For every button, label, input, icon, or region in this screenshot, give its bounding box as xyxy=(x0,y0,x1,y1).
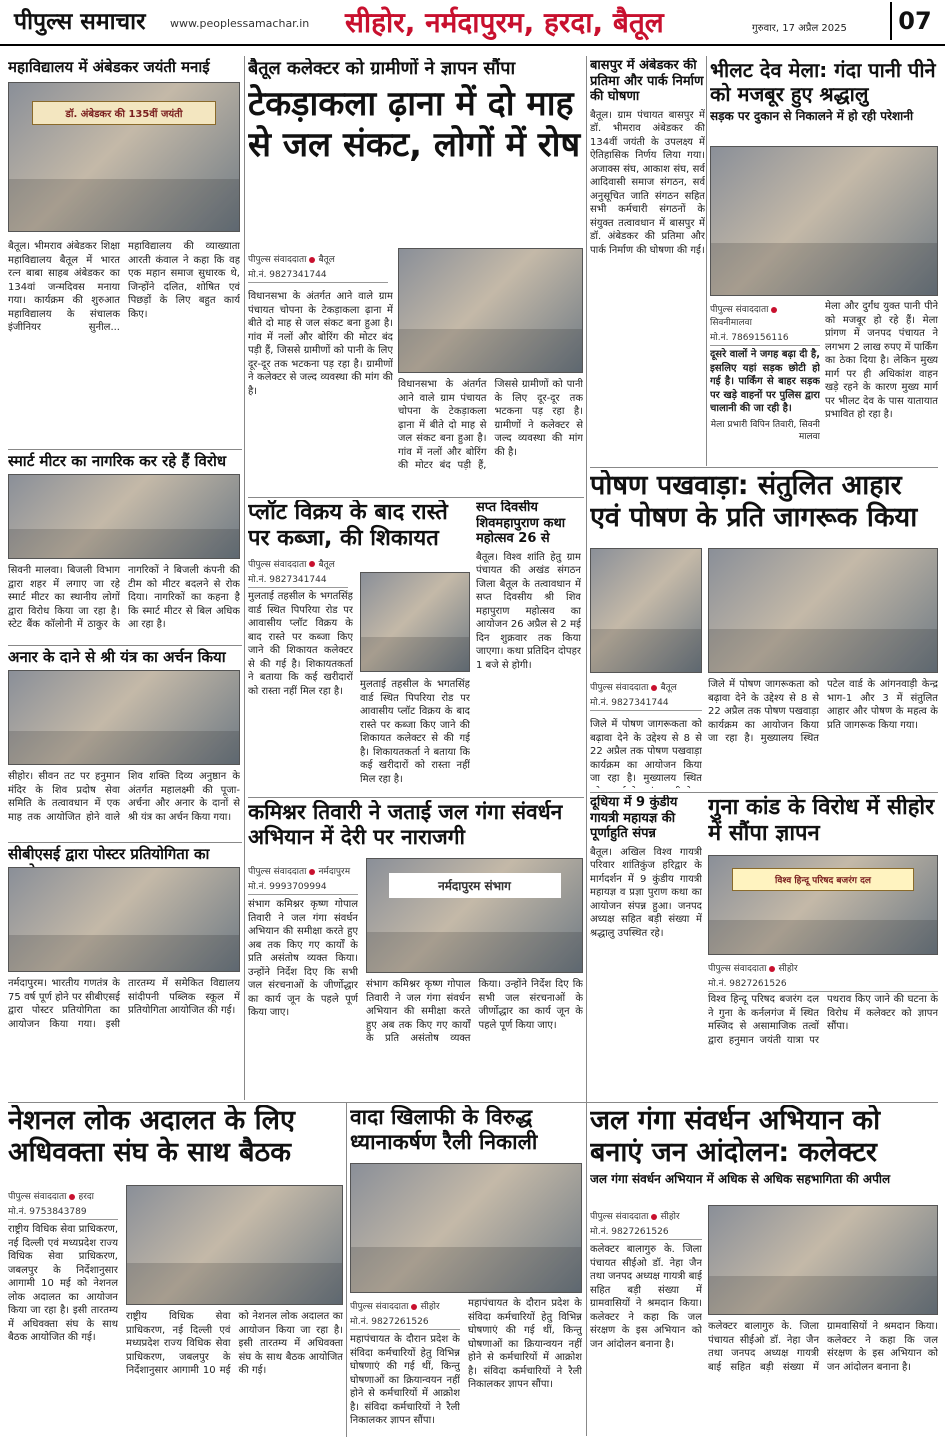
article-body: नर्मदापुरम। भारतीय गणतंत्र के 75 वर्ष पूर्ण होने पर सीबीएसई द्वारा पोस्टर प्रतियोगिता का आयोजन किया गया। इसी तारतम्य में समेकित विद्यालय सांदीपनी पब्लिक स्कूल में प्रतियोगिता आयोजित की गई। xyxy=(8,978,240,1030)
byline-box xyxy=(248,860,358,898)
article-body: राष्ट्रीय विधिक सेवा प्राधिकरण, नई दिल्ली एवं मध्यप्रदेश राज्य विधिक सेवा प्राधिकरण, जबलपुर के निर्देशानुसार आगामी 10 मई को नेशनल लोक अदालत का आयोजन किया जा रहा है। इसी तारतम्य में अधिवक्ता संघ के साथ बैठक आयोजित की गई। xyxy=(8,1224,118,1343)
article-smart-meter xyxy=(8,452,240,642)
row-rule xyxy=(590,467,938,468)
headline: अनार के दाने से श्री यंत्र का अर्चन किया xyxy=(8,648,226,666)
headline: महाविद्यालय में अंबेडकर जयंती मनाई xyxy=(8,58,210,76)
article-baspur-statue xyxy=(590,58,705,463)
headline: गुना कांड के विरोध में सीहोर में सौंपा ज्ञापन xyxy=(708,795,935,847)
article-body-cont: संभाग कमिश्नर कृष्ण गोपाल तिवारी ने जल गंगा संवर्धन अभियान की समीक्षा करते हुए अब तक किए गए कार्यों के प्रति असंतोष व्यक्त किया। उन्होंने निर्देश दिए कि सभी जल संरचनाओं के जीर्णोद्धार का कार्य जून के पहले पूर्ण किया जाए। xyxy=(366,979,583,1044)
article-jal-ganga-collector xyxy=(590,1105,938,1437)
mobile: मो.नं. 9993709994 xyxy=(248,879,358,895)
byline: पीपुल्स संवाददाता xyxy=(248,255,307,265)
byline: पीपुल्स संवाददाता xyxy=(8,1192,67,1202)
shramdaan-photo xyxy=(708,1205,938,1315)
article-body: कलेक्टर बालागुरु के. जिला पंचायत सीईओ डॉ. नेहा जैन तथा जनपद अध्यक्ष गायत्री बाई सहित बड़ी संख्या में ग्रामवासियों ने श्रमदान किया। कलेक्टर ने कहा कि जल संरक्षण के इस अभियान को जन आंदोलन बनाना है। xyxy=(590,1244,702,1350)
mobile: मो.नं. 9827341744 xyxy=(590,695,702,711)
article-body: बैतूल। अखिल विश्व गायत्री परिवार शांतिकुंज हरिद्वार के मार्गदर्शन में 9 कुंडीय गायत्री महायज्ञ व प्रज्ञा पुराण कथा का आयोजन संपन्न हुआ। जनपद अध्यक्ष सहित बड़ी संख्या में श्रद्धालु उपस्थित रहे। xyxy=(590,846,702,939)
article-bhilat-dev-mela xyxy=(710,58,938,463)
bullet-icon xyxy=(69,1194,75,1200)
byline: पीपुल्स संवाददाता xyxy=(248,559,307,570)
deck: जल गंगा संवर्धन अभियान में अधिक से अधिक सहभागिता की अपील xyxy=(590,1171,891,1186)
place: सीहोर xyxy=(420,1302,440,1312)
article-body: मेला और दुर्गंध युक्त पानी पीने को मजबूर हो रहे हैं। मेला प्रांगण में जनपद पंचायत ने लगभग 2 लाख रुपए में पार्किंग का ठेका दिया है। लेकिन मुख्य मार्ग पर ही अधिकांश वाहन खड़े रहने के कारण मुख्य मार्ग पर भीलट देव के पास यातायात प्रभावित हो रहा है। xyxy=(825,301,938,420)
article-body: सिवनी मालवा। बिजली विभाग द्वारा शहर में लगाए जा रहे स्मार्ट मीटर का स्थानीय लोगों द्वारा विरोध किया जा रहा है। स्टेट बैंक कॉलोनी में ठाकुर के नागरिकों ने बिजली कंपनी की टीम को मीटर बदलने से रोक दिया। नागरिकों का कहना है कि स्मार्ट मीटर से बिल अधिक आ रहा है। xyxy=(8,565,240,630)
article-body: जिले में पोषण जागरूकता को बढ़ावा देने के उद्देश्य से 8 से 22 अप्रैल तक पोषण पखवाड़ा कार्यक्रम का आयोजन किया जा रहा है। मुख्यालय स्थित xyxy=(590,719,702,784)
newspaper-brand: पीपुल्स समाचार xyxy=(14,9,146,35)
headline: बासपुर में अंबेडकर की प्रतिमा और पार्क निर्माण की घोषणा xyxy=(590,58,704,105)
row-rule xyxy=(8,842,242,843)
article-cbse-poster xyxy=(8,845,240,1100)
article-ambedkar-college xyxy=(8,58,240,448)
byline-box xyxy=(710,298,820,349)
mobile: मो.नं. 9753843789 xyxy=(8,1204,118,1220)
byline: पीपुल्स संवाददाता xyxy=(590,1212,649,1222)
column-rule xyxy=(346,1103,347,1437)
byline-box xyxy=(708,957,938,995)
place: सीहोर xyxy=(660,1212,680,1222)
headline: कमिश्नर तिवारी ने जताई जल गंगा संवर्धन अभियान में देरी पर नाराजगी xyxy=(248,800,563,850)
headline: जल गंगा संवर्धन अभियान को बनाएं जन आंदोलन: कलेक्टर xyxy=(590,1105,881,1169)
article-body-cont: महापंचायत के दौरान प्रदेश के संविदा कर्मचारियों हेतु विभिन्न घोषणाएं की गई थीं, किन्तु घोषणाओं का क्रियान्वयन नहीं होने से कर्मचारियों में आक्रोश है। संविदा कर्मचारियों ने रैली निकालकर ज्ञापन सौंपा। xyxy=(468,1298,582,1390)
mobile: मो.नं. 9827261526 xyxy=(590,1224,702,1240)
headline: नेशनल लोक अदालत के लिए अधिवक्ता संघ के साथ बैठक xyxy=(8,1105,295,1169)
article-body: विधानसभा के अंतर्गत आने वाले ग्राम पंचायत चोपना के टेकड़ाकला ढ़ाना में बीते दो माह से जल संकट बना हुआ है। गांव में नलों और बोरिंग की मोटर बंद पड़ी हैं, जिससे ग्रामीणों को पानी के लिए दूर-दूर तक भटकना पड़ रहा है। ग्रामीणों ने कलेक्टर से जल्द व्यवस्था की मांग की है। xyxy=(248,291,393,397)
place: हरदा xyxy=(78,1192,95,1202)
bullet-icon xyxy=(309,869,315,875)
bullet-icon xyxy=(309,257,315,263)
article-guna-kand-memorandum xyxy=(708,795,938,1095)
article-tekdakala-water xyxy=(248,58,583,498)
row-rule xyxy=(590,792,938,793)
column-rule xyxy=(244,56,245,1100)
kicker: बैतूल कलेक्टर को ग्रामीणों ने ज्ञापन सौंपा xyxy=(248,58,516,79)
headline: पोषण पखवाड़ा: संतुलित आहार एवं पोषण के प्रति जागरूक किया xyxy=(590,470,918,534)
quote: दूसरे वालों ने जगह बढ़ा दी है, इसलिए यहां सड़क छोटी हो गई है। पार्किंग से बाहर सड़क पर खड़े वाहनों पर पुलिस द्वारा चालानी की जा रही है। xyxy=(710,349,820,414)
mobile: मो.नं. 9827341744 xyxy=(248,267,388,283)
column-rule xyxy=(586,56,587,1436)
row-rule xyxy=(8,645,242,646)
bullet-icon xyxy=(769,966,775,972)
place: बैतूल xyxy=(660,683,677,693)
quote-attribution: मेला प्रभारी विपिन तिवारी, सिवनी मालवा xyxy=(710,419,820,442)
byline-box xyxy=(8,1185,118,1223)
headline: दूधिया में 9 कुंडीय गायत्री महायज्ञ की पूर्णाहुति संपन्न xyxy=(590,795,678,842)
bullet-icon xyxy=(651,1214,657,1220)
byline-box xyxy=(590,1205,702,1243)
headline: टेकड़ाकला ढ़ाना में दो माह से जल संकट, लोगों में रोष xyxy=(248,83,581,166)
row-rule xyxy=(248,497,584,498)
place: बैतूल xyxy=(318,255,335,265)
article-body: बैतूल। भीमराव अंबेडकर शिक्षा महाविद्यालय बैतूल में भारत रत्न बाबा साहब अंबेडकर का 134वां जन्मदिवस मनाया गया। कार्यक्रम की शुरुआत महाविद्यालय के संचालक इंजीनियर सुनील... महाविद्यालय की व्याख्याता आरती कंवाल ने कहा कि वह एक महान समाज सुधारक थे, जिन्होंने दलित, शोषित एवं पिछड़ों के लिए बहुत कार्य किए। xyxy=(8,241,240,333)
mobile: मो.नं. 9827341744 xyxy=(248,572,348,588)
place: बैतूल xyxy=(318,559,335,570)
photo-banner: विश्व हिन्दू परिषद बजरंग दल xyxy=(732,868,914,891)
complainants-photo xyxy=(360,572,470,672)
article-rally xyxy=(350,1105,582,1437)
bullet-icon xyxy=(411,1304,417,1310)
villagers-photo xyxy=(398,248,583,373)
article-shiv-mahapuran xyxy=(476,500,581,795)
article-body: संभाग कमिश्नर कृष्ण गोपाल तिवारी ने जल गंगा संवर्धन अभियान की समीक्षा करते हुए अब तक किए गए कार्यों के प्रति असंतोष व्यक्त किया। उन्होंने निर्देश दिए कि सभी जल संरचनाओं के जीर्णोद्धार का कार्य जून के पहले पूर्ण किया जाए। xyxy=(248,899,358,1018)
masthead xyxy=(0,0,945,46)
quote-box xyxy=(710,348,820,460)
headline: सीबीएसई द्वारा पोस्टर प्रतियोगिता का xyxy=(8,845,210,863)
mela-photo xyxy=(710,146,938,296)
article-plot-encroachment xyxy=(248,500,470,795)
article-body: बैतूल। विश्व शांति हेतु ग्राम पंचायत की अखंड संगठन जिला बैतूल के तत्वावधान में सप्त दिवसीय श्री शिव महापुराण महोत्सव का आयोजन 26 अप्रैल से 2 मई दिन शुक्रवार तक किया जाएगा। कथा प्रतिदिन दोपहर 1 बजे से होगी। xyxy=(476,551,581,671)
article-gayatri-mahayagya xyxy=(590,795,702,1095)
headline: प्लॉट विक्रय के बाद रास्ते पर कब्जा, की शिकायत xyxy=(248,500,448,552)
bullet-icon xyxy=(651,685,657,691)
photo-banner: नर्मदापुरम संभाग xyxy=(389,873,561,898)
article-body: बैतूल। ग्राम पंचायत बासपुर में डॉ. भीमराव अंबेडकर की 134वीं जयंती के उपलक्ष्य में ऐतिहासिक निर्णय लिया गया। अजाक्स संघ, आकाश संघ, सर्व आदिवासी समाज संगठन, सर्व अनुसूचित जाति संगठन सहित सभी कर्मचारी संगठनों के संयुक्त तत्वावधान में बासपुर में डॉ. अंबेडकर की प्रतिमा और पार्क निर्माण की घोषणा की गई। xyxy=(590,109,705,256)
byline-box xyxy=(590,676,702,714)
page-number: 07 xyxy=(890,2,938,40)
rally-photo xyxy=(350,1163,582,1293)
byline: पीपुल्स संवाददाता xyxy=(710,305,769,315)
meter-photo xyxy=(8,474,240,559)
students-photo xyxy=(8,867,240,972)
byline: पीपुल्स संवाददाता xyxy=(350,1302,409,1312)
photo-banner: डॉ. अंबेडकर की 135वीं जयंती xyxy=(32,101,216,125)
place: सिवनीमालवा xyxy=(710,318,752,328)
article-shri-yantra xyxy=(8,648,240,838)
poshan-banner-photo xyxy=(590,548,702,673)
headline: सप्त दिवसीय शिवमहापुराण कथा महोत्सव 26 से xyxy=(476,500,566,547)
mobile: मो.नं. 9827261526 xyxy=(350,1314,460,1330)
byline: पीपुल्स संवाददाता xyxy=(590,683,649,693)
worship-photo xyxy=(8,670,240,765)
article-body: मुलताई तहसील के भगतसिंह वार्ड स्थित पिपरिया रोड पर आवासीय प्लॉट विक्रय के बाद रास्ते पर कब्जा किए जाने की शिकायत कलेक्टर से की गई है। शिकायतकर्ता ने बताया कि कई खरीदारों को रास्ता नहीं मिल रहा है। xyxy=(248,591,353,697)
row-rule xyxy=(8,1102,938,1103)
bullet-icon xyxy=(771,307,777,313)
row-rule xyxy=(248,797,584,798)
event-photo xyxy=(8,82,240,232)
place: सीहोर xyxy=(778,964,798,974)
byline: पीपुल्स संवाददाता xyxy=(248,867,307,877)
byline-box xyxy=(248,248,388,286)
headline: भीलट देव मेला: गंदा पानी पीने को मजबूर हुए श्रद्धालु xyxy=(710,58,936,106)
article-lok-adalat xyxy=(8,1105,343,1437)
article-body-cont: विधानसभा के अंतर्गत आने वाले ग्राम पंचायत चोपना के टेकड़ाकला ढ़ाना में बीते दो माह से जल संकट बना हुआ है। गांव में नलों और बोरिंग की मोटर बंद पड़ी हैं, जिससे ग्रामीणों को पानी के लिए दूर-दूर तक भटकना पड़ रहा है। ग्रामीणों ने कलेक्टर से जल्द व्यवस्था की मांग की है। xyxy=(398,379,583,471)
article-body-cont: जिले में पोषण जागरूकता को बढ़ावा देने के उद्देश्य से 8 से 22 अप्रैल तक पोषण पखवाड़ा कार्यक्रम का आयोजन किया जा रहा है। मुख्यालय स्थित पटेल वार्ड के आंगनवाड़ी केन्द्र भाग-1 और 3 में संतुलित आहार और पोषण के महत्व के प्रति जागरूक किया गया। xyxy=(708,679,938,744)
anganwadi-photo xyxy=(708,548,938,673)
headline: स्मार्ट मीटर का नागरिक कर रहे हैं विरोध xyxy=(8,452,227,470)
protest-photo xyxy=(708,855,938,955)
meeting-photo xyxy=(126,1185,343,1305)
byline: पीपुल्स संवाददाता xyxy=(708,964,767,974)
article-body-cont: मुलताई तहसील के भगतसिंह वार्ड स्थित पिपरिया रोड पर आवासीय प्लॉट विक्रय के बाद रास्ते पर कब्जा किए जाने की शिकायत कलेक्टर से की गई है। शिकायतकर्ता ने बताया कि कई खरीदारों को रास्ता नहीं मिल रहा है। xyxy=(360,679,470,785)
mobile: मो.नं. 7869156116 xyxy=(710,330,820,346)
article-body-cont: कलेक्टर बालागुरु के. जिला पंचायत सीईओ डॉ. नेहा जैन तथा जनपद अध्यक्ष गायत्री बाई सहित बड़ी संख्या में ग्रामवासियों ने श्रमदान किया। कलेक्टर ने कहा कि जल संरक्षण के इस अभियान को जन आंदोलन बनाना है। xyxy=(708,1321,938,1373)
article-body: सीहोर। सीवन तट पर हनुमान मंदिर के शिव प्रदोष सेवा समिति के तत्वावधान में एक माह तक आयोजित होने वाले शिव शक्ति दिव्य अनुष्ठान के अंतर्गत महालक्ष्मी की पूजा-अर्चना और अनार के दानों से श्री यंत्र का अर्चन किया गया। xyxy=(8,771,240,823)
bullet-icon xyxy=(309,561,315,567)
byline-box xyxy=(350,1295,460,1333)
article-body: महापंचायत के दौरान प्रदेश के संविदा कर्मचारियों हेतु विभिन्न घोषणाएं की गई थीं, किन्तु घोषणाओं का क्रियान्वयन नहीं होने से कर्मचारियों में आक्रोश है। संविदा कर्मचारियों ने रैली निकालकर ज्ञापन सौंपा। xyxy=(350,1334,460,1426)
article-body: विश्व हिन्दू परिषद बजरंग दल ने गुना के कर्नलगंज में स्थित मस्जिद से असामाजिक तत्वों द्वारा हनुमान जयंती यात्रा पर पथराव किए जाने की घटना के विरोध में कलेक्टर को ज्ञापन सौंपा। xyxy=(708,994,938,1046)
article-body-cont: राष्ट्रीय विधिक सेवा प्राधिकरण, नई दिल्ली एवं मध्यप्रदेश राज्य विधिक सेवा प्राधिकरण, जबलपुर के निर्देशानुसार आगामी 10 मई को नेशनल लोक अदालत का आयोजन किया जा रहा है। इसी तारतम्य में अधिवक्ता संघ के साथ बैठक आयोजित की गई। xyxy=(126,1311,343,1376)
page-date: गुरुवार, 17 अप्रैल 2025 xyxy=(752,23,847,34)
column-rule xyxy=(706,56,707,466)
region-title: सीहोर, नर्मदापुरम, हरदा, बैतूल xyxy=(345,6,664,39)
mobile: मो.नं. 9827261526 xyxy=(708,976,938,992)
place: नर्मदापुरम xyxy=(318,867,351,877)
row-rule xyxy=(8,449,242,450)
headline: वादा खिलाफी के विरुद्ध ध्यानाकर्षण रैली निकाली xyxy=(350,1105,538,1155)
meeting-photo xyxy=(366,858,583,973)
article-poshan-pakhwada xyxy=(590,470,938,790)
deck: सड़क पर दुकान से निकालने में हो रही परेशानी xyxy=(710,109,914,123)
website-url[interactable]: www.peoplessamachar.in xyxy=(170,17,310,30)
article-commissioner-jal-ganga xyxy=(248,800,583,1100)
